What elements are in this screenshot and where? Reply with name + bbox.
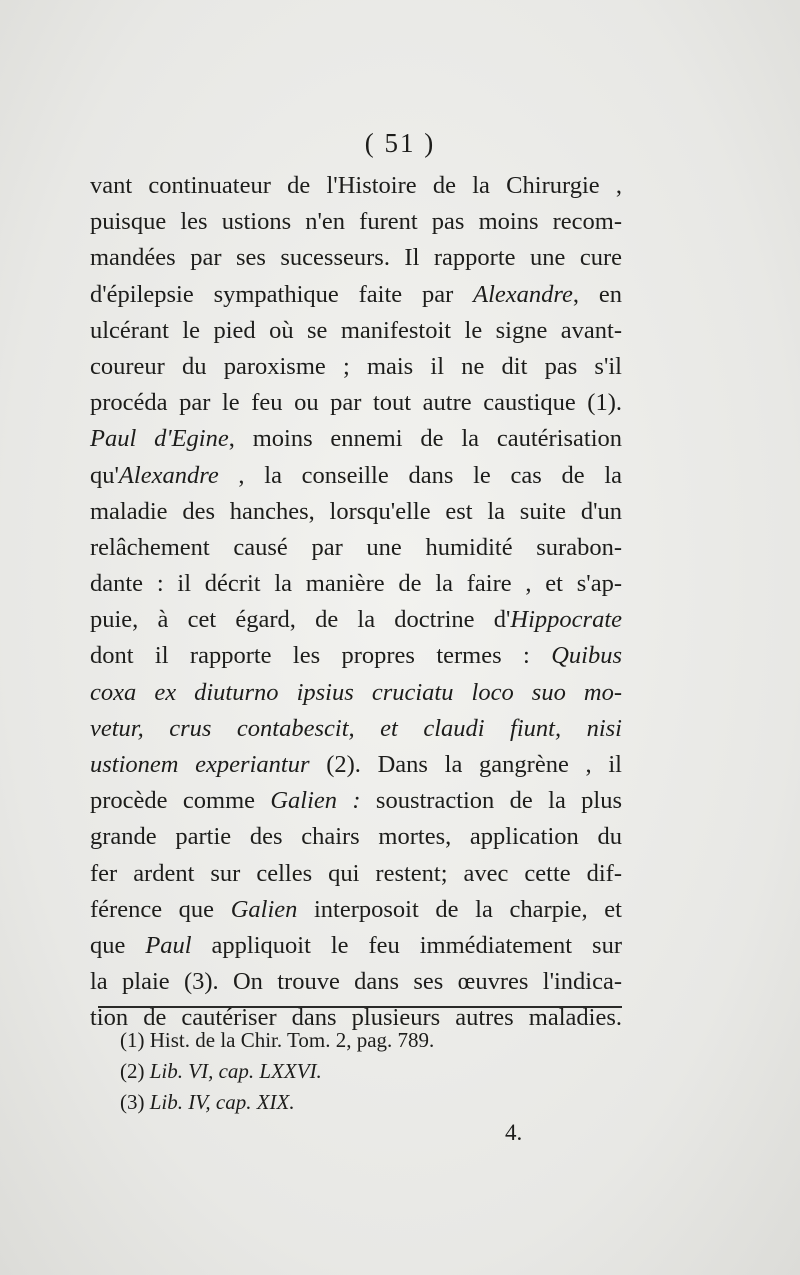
text-segment: tion de cautériser dans plusieurs autres maladies. bbox=[90, 1004, 622, 1032]
text-segment: grande partie des chairs mortes, application du bbox=[90, 823, 622, 851]
text-segment: d'épilepsie sympathique faite par bbox=[90, 280, 474, 308]
italic-text: Paul bbox=[145, 931, 192, 959]
footnote-divider bbox=[98, 1006, 622, 1008]
text-line bbox=[90, 892, 622, 928]
text-line bbox=[90, 349, 622, 385]
main-text bbox=[90, 168, 622, 1037]
text-segment: relâchement causé par une humidité surabon- bbox=[90, 533, 622, 561]
text-line bbox=[90, 385, 622, 421]
text-segment: (1) Hist. de la Chir. Tom. 2, pag. 789. bbox=[120, 1028, 435, 1052]
text-segment: la plaie (3). On trouve dans ses œuvres l'indica- bbox=[90, 968, 622, 996]
text-segment: férence que bbox=[90, 895, 231, 923]
text-line bbox=[90, 458, 622, 494]
text-segment: soustraction de la plus bbox=[360, 787, 623, 815]
italic-text: Alexandre bbox=[118, 461, 219, 489]
text-line bbox=[90, 313, 622, 349]
text-segment: maladie des hanches, lorsqu'elle est la suite d'un bbox=[90, 497, 622, 525]
italic-text: ustionem experiantur bbox=[90, 751, 310, 778]
footnotes bbox=[120, 1025, 600, 1118]
text-line bbox=[90, 856, 622, 892]
text-line bbox=[90, 783, 622, 819]
text-line bbox=[90, 421, 622, 457]
text-line bbox=[90, 602, 622, 638]
text-line bbox=[90, 277, 622, 313]
text-segment: dont il rapporte les propres termes : bbox=[90, 642, 552, 670]
italic-text: Quibus bbox=[551, 642, 622, 670]
text-segment: fer ardent sur celles qui restent; avec cette dif- bbox=[90, 859, 622, 887]
text-line bbox=[90, 168, 622, 204]
text-segment: appliquoit le feu immédiatement sur bbox=[191, 931, 623, 959]
text-segment: dante : il décrit la manière de la faire , et s'ap- bbox=[90, 570, 622, 598]
italic-text: vetur, crus contabescit, et claudi fiunt, nisi bbox=[90, 714, 622, 742]
text-segment: , en bbox=[572, 280, 622, 308]
text-line bbox=[90, 240, 622, 276]
italic-text: Hippocrate bbox=[510, 606, 622, 634]
text-segment: puisque les ustions n'en furent pas moins recom- bbox=[90, 208, 622, 236]
text-segment: coureur du paroxisme ; mais il ne dit pas s'il bbox=[90, 352, 622, 380]
italic-text: coxa ex diuturno ipsius cruciatu loco suo mo- bbox=[90, 678, 622, 706]
text-segment: , moins ennemi de la cautérisation bbox=[228, 425, 622, 453]
text-segment: ulcérant le pied où se manifestoit le signe avant- bbox=[90, 316, 622, 344]
italic-text: Paul d'Egine bbox=[90, 425, 229, 453]
italic-text: Lib. IV, cap. XIX. bbox=[149, 1090, 295, 1114]
text-segment: procède comme bbox=[90, 787, 271, 815]
text-segment: qu' bbox=[90, 461, 119, 489]
text-line bbox=[90, 819, 622, 855]
text-segment: puie, à cet égard, de la doctrine d' bbox=[90, 606, 511, 634]
footnote bbox=[120, 1087, 600, 1118]
italic-text: Lib. VI, cap. LXXVI. bbox=[149, 1059, 322, 1083]
footnote bbox=[120, 1056, 600, 1087]
italic-text: Alexandre bbox=[473, 280, 573, 308]
text-segment: mandées par ses sucesseurs. Il rapporte une cure bbox=[90, 244, 622, 272]
text-line bbox=[90, 530, 622, 566]
footnote bbox=[120, 1025, 600, 1056]
text-line bbox=[90, 494, 622, 530]
text-line bbox=[90, 204, 622, 240]
text-line bbox=[90, 638, 622, 674]
text-line bbox=[90, 566, 622, 602]
text-segment: (2). Dans la gangrène , il bbox=[309, 751, 622, 778]
text-segment: procéda par le feu ou par tout autre caustique (1). bbox=[90, 389, 622, 417]
text-segment: vant continuateur de l'Histoire de la Chirurgie , bbox=[90, 172, 622, 199]
text-line bbox=[90, 747, 622, 783]
text-line bbox=[90, 711, 622, 747]
text-segment: (2) bbox=[120, 1059, 150, 1083]
page-number-header: ( 51 ) bbox=[364, 128, 436, 158]
text-line bbox=[90, 928, 622, 964]
italic-text: Galien : bbox=[270, 787, 361, 815]
text-segment: que bbox=[90, 931, 146, 959]
text-line bbox=[90, 675, 622, 711]
text-segment: interposoit de la charpie, et bbox=[297, 895, 622, 923]
text-segment: , la conseille dans le cas de la bbox=[218, 461, 622, 489]
signature-mark: 4. bbox=[505, 1120, 523, 1145]
italic-text: Galien bbox=[230, 895, 298, 923]
text-segment: (3) bbox=[120, 1090, 150, 1114]
text-line bbox=[90, 964, 622, 1000]
